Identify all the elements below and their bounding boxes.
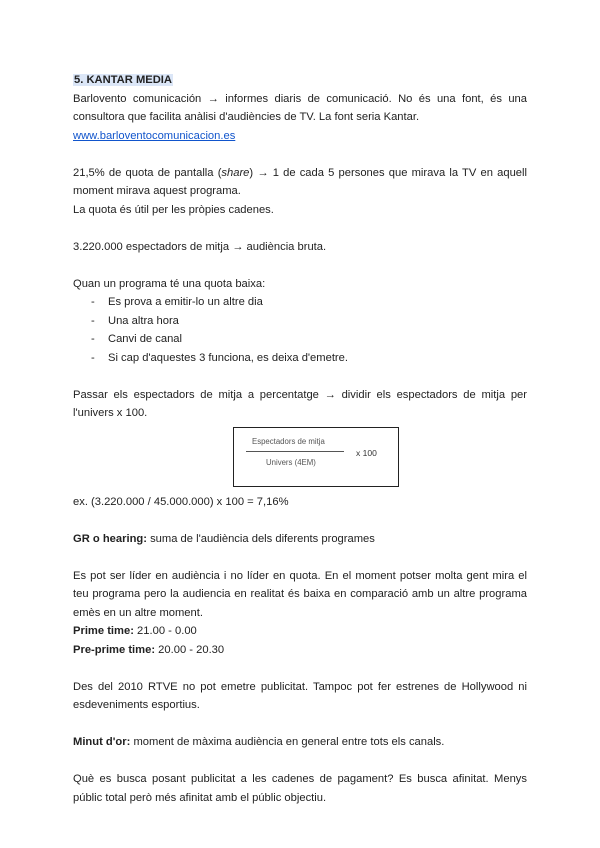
share-term: share	[221, 166, 250, 179]
link-row	[73, 127, 527, 146]
spacer	[73, 145, 527, 164]
percent-paragraph: Passar els espectadors de mitja a percentatge → dividir els espectadors de mitja per l'univers x 100.	[73, 388, 527, 419]
list-item: - Es prova a emitir-lo un altre dia	[73, 293, 527, 312]
share-text-after: ) → 1 de cada 5 persones que mirava la TV en aquell moment mirava aquest programa.	[73, 166, 527, 197]
prime-time-value: 21.00 - 0.00	[133, 625, 197, 637]
gr-paragraph	[73, 530, 527, 549]
spacer	[73, 659, 527, 678]
formula-multiplier: x 100	[356, 447, 377, 458]
spacer	[73, 752, 527, 771]
low-share-intro: Quan un programa té una quota baixa:	[73, 277, 266, 290]
pre-prime-time-label: Pre-prime time:	[73, 643, 156, 656]
formula-figure	[73, 423, 527, 493]
fraction-line	[246, 451, 344, 452]
gr-definition: suma de l'audiència dels diferents programes	[146, 532, 375, 545]
spacer	[73, 511, 527, 530]
audience-paragraph: 3.220.000 espectadors de mitja → audiència bruta.	[73, 240, 327, 253]
spacer	[73, 219, 527, 238]
formula-box	[233, 427, 399, 487]
pay-tv-paragraph: Què es busca posant publicitat a les cadenes de pagament? Es busca afinitat. Menys públic total però més afinitat amb el públic objectiu.	[73, 773, 527, 804]
golden-minute-term: Minut d'or:	[73, 736, 131, 748]
gr-term: GR o hearing:	[73, 532, 147, 545]
section-heading-row	[73, 71, 527, 90]
share-note: La quota és útil per les pròpies cadenes.	[73, 203, 274, 216]
formula-numerator: Espectadors de mitja	[252, 436, 325, 446]
rtve-paragraph: Des del 2010 RTVE no pot emetre publicitat. Tampoc pot fer estrenes de Hollywood ni esdeveniments esportius.	[73, 680, 527, 711]
list-item: - Una altra hora	[73, 312, 527, 331]
spacer	[73, 367, 527, 386]
share-text-before: 21,5% de quota de pantalla (	[73, 166, 222, 179]
prime-time-row	[73, 622, 527, 641]
share-paragraph	[73, 164, 527, 201]
golden-minute-definition: moment de màxima audiència en general entre tots els canals.	[130, 736, 445, 748]
list-item: - Si cap d'aquestes 3 funciona, es deixa d'emetre.	[73, 349, 527, 368]
list-item: - Canvi de canal	[73, 330, 527, 349]
document-body	[73, 71, 527, 807]
section-heading: 5. KANTAR MEDIA	[74, 74, 172, 86]
formula-denominator: Univers (4EM)	[266, 457, 316, 467]
spacer	[73, 256, 527, 275]
prime-time-label: Prime time:	[73, 625, 134, 637]
spacer	[73, 548, 527, 567]
barlovento-link[interactable]: www.barloventocomunicacion.es	[73, 129, 236, 142]
pre-prime-time-value: 20.00 - 20.30	[155, 643, 225, 656]
low-share-list	[73, 293, 527, 367]
golden-minute-paragraph	[73, 733, 527, 752]
example-paragraph: ex. (3.220.000 / 45.000.000) x 100 = 7,16%	[73, 495, 289, 508]
spacer	[73, 715, 527, 734]
leader-paragraph: Es pot ser líder en audiència i no líder en quota. En el moment potser molta gent mira el teu programa pero la audiencia en realitat és baixa en comparació amb un altre programa emès en un altre moment.	[73, 569, 527, 619]
intro-paragraph: Barlovento comunicación → informes diaris de comunicació. No és una font, és una consultora que facilita anàlisi d'audiències de TV. La font seria Kantar.	[73, 92, 527, 123]
pre-prime-time-row	[73, 641, 527, 660]
